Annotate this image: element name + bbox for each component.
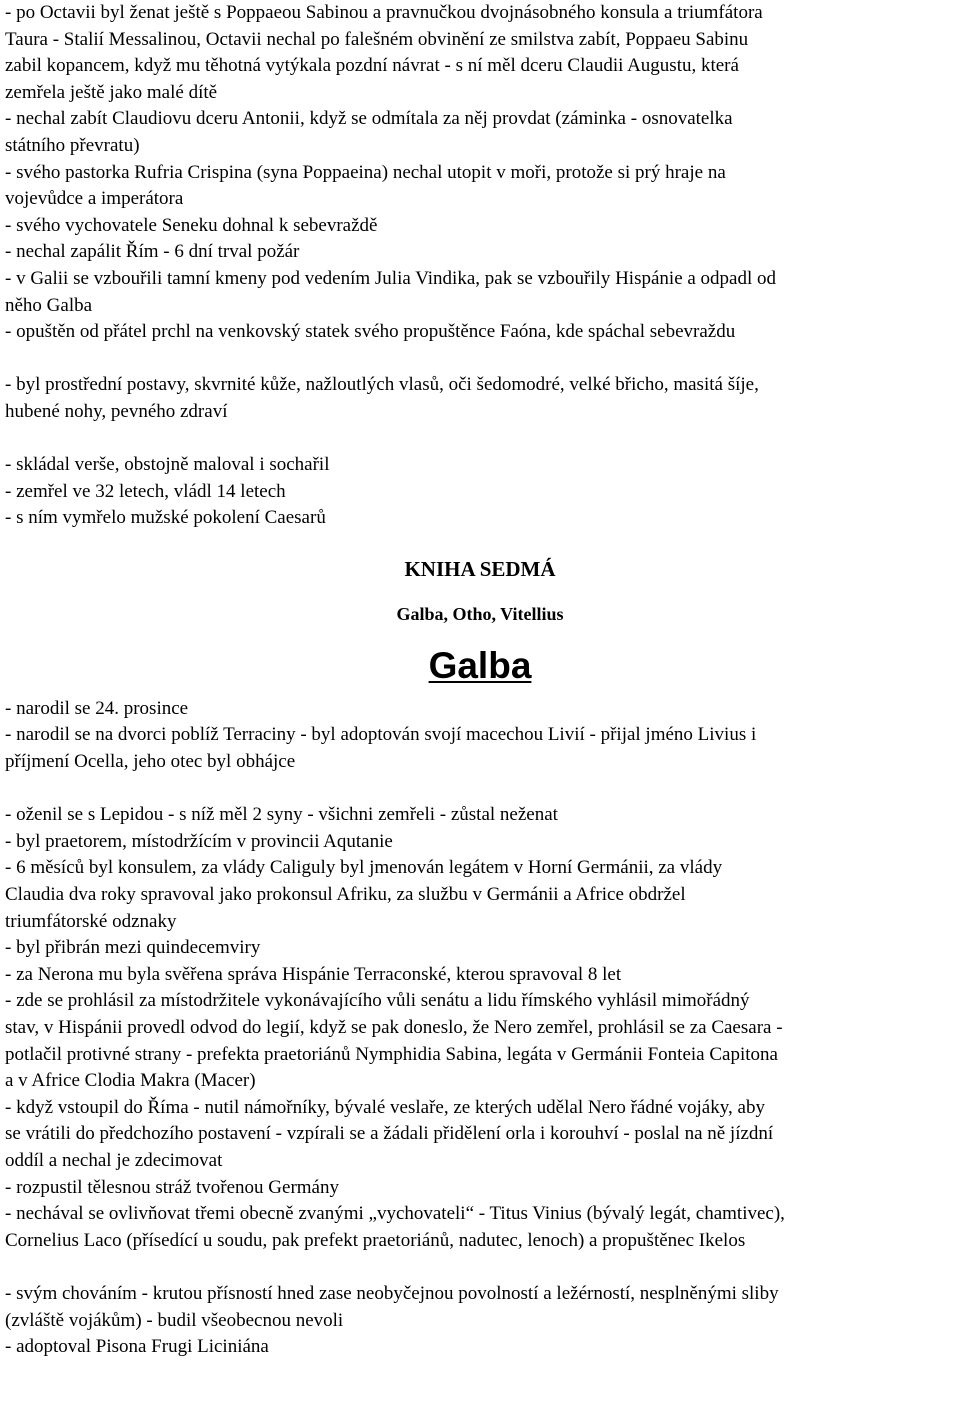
document-page [5,0,955,1361]
text-line: - svého pastorka Rufria Crispina (syna Poppaeina) nechal utopit v moři, protože si prý hraje na [5,161,726,183]
text-block-nero-end [5,452,955,532]
text-line: - s ním vymřelo mužské pokolení Caesarů [5,507,326,529]
paragraph-gap [5,776,955,803]
text-block-nero-deeds [5,0,955,346]
paragraph-gap [5,426,955,453]
text-line: Claudia dva roky spravoval jako prokonsul Afriku, za službu v Germánii a Africe obdržel [5,884,686,906]
text-line: zabil kopancem, když mu těhotná vytýkala pozdní návrat - s ní měl dceru Claudii Augustu, která [5,55,739,77]
text-line: triumfátorské odznaky [5,910,177,932]
text-block-galba-rule [5,1281,955,1361]
text-line: - za Nerona mu byla svěřena správa Hispánie Terraconské, kterou spravoval 8 let [5,963,622,985]
text-line: - svého vychovatele Seneku dohnal k sebevraždě [5,214,378,236]
text-line: - skládal verše, obstojně maloval i sochařil [5,454,330,476]
text-line: a v Africe Clodia Makra (Macer) [5,1070,256,1092]
text-line: - opuštěn od přátel prchl na venkovský statek svého propuštěnce Faóna, kde spáchal sebevraždu [5,321,736,343]
text-line: hubené nohy, pevného zdraví [5,400,228,422]
book-subtitle: Galba, Otho, Vitellius [396,603,564,624]
text-line: něho Galba [5,294,93,316]
text-line: - adoptoval Pisona Frugi Liciniána [5,1336,269,1358]
text-line: - svým chováním - krutou přísností hned zase neobyčejnou povolností a ležérností, nesplněnými sliby [5,1282,779,1304]
text-line: se vrátili do předchozího postavení - vzpírali se a žádali přidělení orla i korouhví - poslal na ně jízdní [5,1123,774,1145]
text-line: vojevůdce a imperátora [5,188,184,210]
text-block-galba-birth [5,696,955,776]
text-line: - zemřel ve 32 letech, vládl 14 letech [5,480,286,502]
chapter-title: Galba [428,644,532,686]
text-line: - po Octavii byl ženat ještě s Poppaeou Sabinou a pravnučkou dvojnásobného konsula a triumfátora [5,2,763,23]
text-line: - rozpustil tělesnou stráž tvořenou Germány [5,1176,339,1198]
text-line: - narodil se na dvorci poblíž Terraciny - byl adoptován svojí macechou Livií - přijal jméno Livius i [5,724,757,746]
text-line: Taura - Stalií Messalinou, Octavii nechal po falešném obvinění ze smilstva zabít, Poppaeu Sabinu [5,28,749,50]
text-line: zemřela ještě jako malé dítě [5,81,218,103]
text-line: - byl prostřední postavy, skvrnité kůže, nažloutlých vlasů, oči šedomodré, velké břicho, masitá šíje, [5,374,759,396]
text-line: - 6 měsíců byl konsulem, za vlády Caliguly byl jmenován legátem v Horní Germánii, za vlády [5,857,723,879]
text-line: - když vstoupil do Říma - nutil námořníky, bývalé veslaře, ze kterých udělal Nero řádné vojáky, aby [5,1096,765,1118]
text-block-galba-career [5,802,955,1254]
text-line: - nechal zabít Claudiovu dceru Antonii, když se odmítala za něj provdat (záminka - osnovatelka [5,108,733,130]
text-line: státního převratu) [5,134,140,156]
paragraph-gap [5,1254,955,1281]
text-line: Cornelius Laco (přísedící u soudu, pak prefekt praetoriánů, nadutec, lenoch) a propuštěnec Ikelos [5,1229,746,1251]
text-line: příjmení Ocella, jeho otec byl obhájce [5,751,296,773]
text-block-nero-appearance [5,372,955,425]
book-title: KNIHA SEDMÁ [404,556,556,581]
text-line: - oženil se s Lepidou - s níž měl 2 syny - všichni zemřeli - zůstal neženat [5,804,558,826]
text-line: potlačil protivné strany - prefekta praetoriánů Nymphidia Sabina, legáta v Germánii Fonteia Capitona [5,1043,778,1065]
text-line: - nechával se ovlivňovat třemi obecně zvanými „vychovateli“ - Titus Vinius (bývalý legát, chamtivec), [5,1203,785,1225]
text-line: - zde se prohlásil za místodržitele vykonávajícího vůli senátu a lidu římského vyhlásil mimořádný [5,990,750,1012]
text-line: - v Galii se vzbouřili tamní kmeny pod vedením Julia Vindika, pak se vzbouřily Hispánie a odpadl od [5,267,777,289]
text-line: (zvláště vojákům) - budil všeobecnou nevoli [5,1309,344,1331]
text-line: - byl přibrán mezi quindecemviry [5,937,261,959]
text-line: - narodil se 24. prosince [5,697,189,719]
text-line: oddíl a nechal je zdecimovat [5,1149,223,1171]
text-line: stav, v Hispánii provedl odvod do legií, když se pak doneslo, že Nero zemřel, prohlásil se za Caesara - [5,1017,783,1038]
paragraph-gap [5,346,955,373]
text-line: - byl praetorem, místodržícím v provincii Aqutanie [5,830,393,852]
text-line: - nechal zapálit Řím - 6 dní trval požár [5,241,300,263]
